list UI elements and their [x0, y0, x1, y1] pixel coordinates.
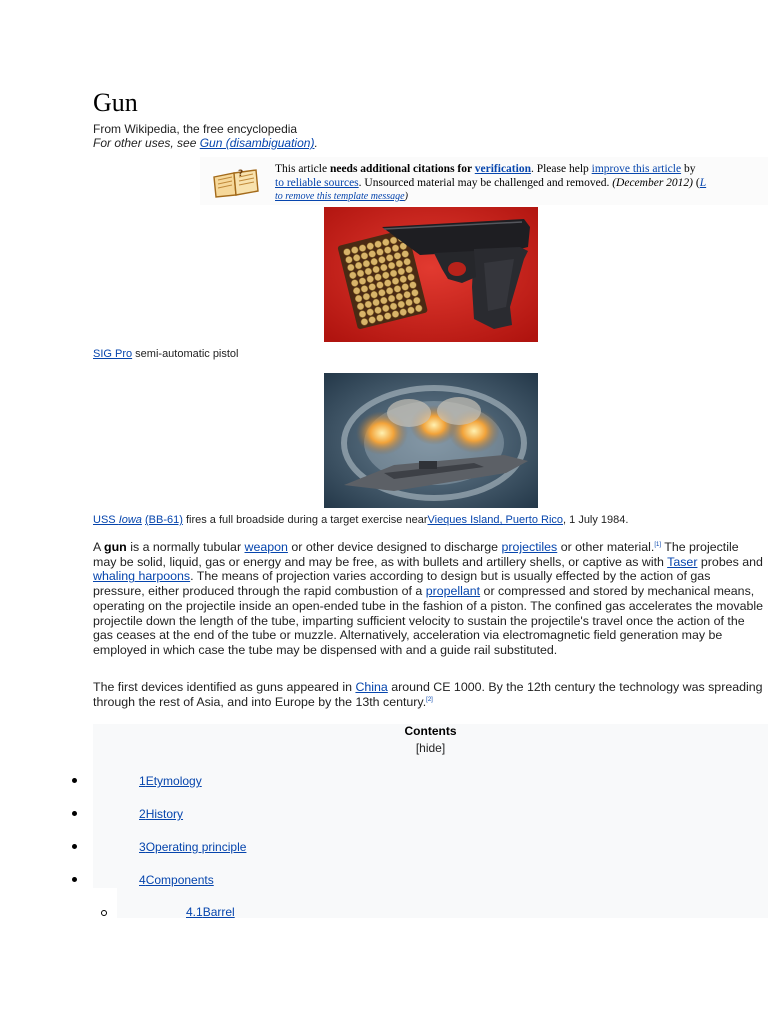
toc-number: 1	[139, 774, 146, 788]
text: A	[93, 540, 105, 554]
uss-iowa-link[interactable]	[93, 514, 142, 526]
page-title: Gun	[93, 88, 138, 117]
notice-text: )	[404, 191, 408, 202]
text: The projectile may be solid, liquid, gas or energy and may be free, as with bullets and artillery shells, or captive as with	[93, 540, 739, 569]
text: is a normally tubular	[126, 540, 245, 554]
pistol-photo-graphic	[324, 207, 538, 342]
learn-link[interactable]: L	[699, 177, 707, 189]
text: or other device designed to discharge	[287, 540, 502, 554]
bold-term: gun	[104, 540, 127, 554]
weapon-link[interactable]: weapon	[244, 540, 288, 554]
bullet-icon	[72, 877, 77, 882]
text: around CE 1000. By the 12th century the technology was spreading through the rest of Asia, and into Europe by the 13th century.	[93, 680, 763, 709]
toc-label: Barrel	[202, 905, 235, 919]
pistol-caption	[93, 348, 239, 360]
hatnote	[93, 136, 318, 150]
reliable-sources-link[interactable]: to reliable sources	[275, 177, 359, 189]
intro-paragraph-2	[93, 680, 765, 709]
china-link[interactable]: China	[355, 680, 388, 694]
notice-line-3	[275, 190, 768, 204]
text: or other material.	[557, 540, 655, 554]
bullet-icon	[72, 844, 77, 849]
notice-text: . Please help	[530, 163, 592, 175]
toc-item-components[interactable]	[139, 873, 214, 887]
book-question-icon	[210, 165, 262, 199]
open-bullet-icon	[101, 910, 107, 916]
citation-notice	[200, 157, 768, 205]
hatnote-suffix: .	[314, 136, 318, 150]
bullet-icon	[72, 811, 77, 816]
notice-text: (	[693, 177, 700, 189]
iowa-text: Iowa	[118, 514, 142, 526]
toc-item-barrel[interactable]	[186, 905, 235, 919]
toc-item-etymology[interactable]	[139, 774, 202, 788]
notice-date: (December 2012)	[612, 177, 694, 189]
toc-number: 4.1	[186, 905, 203, 919]
caption-tail: , 1 July 1984.	[563, 514, 629, 526]
caption-text: semi-automatic pistol	[132, 348, 239, 360]
intro-paragraph-1	[93, 540, 765, 658]
notice-bold: needs additional citations for	[329, 163, 475, 175]
remove-template-link[interactable]: to remove this template message	[275, 191, 405, 202]
battleship-photo-graphic	[324, 373, 538, 508]
text: probes and	[697, 554, 763, 569]
toc-number: 4	[139, 873, 146, 887]
uss-text: USS	[93, 514, 119, 526]
notice-line-2	[275, 176, 768, 190]
improve-article-link[interactable]: improve this article	[591, 163, 682, 175]
sig-pro-link[interactable]: SIG Pro	[93, 348, 133, 360]
toc-label: Components	[145, 873, 214, 887]
tagline: From Wikipedia, the free encyclopedia	[93, 122, 298, 136]
toc-label: History	[145, 807, 184, 821]
toc-number: 2	[139, 807, 146, 821]
reference-1[interactable]: [1]	[654, 541, 662, 548]
toc-label: Etymology	[145, 774, 202, 788]
citation-notice-text	[275, 162, 768, 204]
text: or compressed and stored by mechanical means, operating on the projectile inside an open-ended tube in the fashion of a piston. The confined gas accelerates the movable projectile down the length of the tube, imparting sufficient velocity to sustain the projectile's travel once the action of the gas ceases at the end of the tube or muzzle. Alternatively, acceleration via electromagnetic field generation may be employed in which case the tube may be dispensed with and a guide rail substituted.	[93, 584, 764, 657]
svg-text:?: ?	[238, 169, 244, 179]
text: . The means of projection varies according to design but is usually effected by the action of gas pressure, either produced through the rapid combustion of a	[93, 569, 711, 599]
notice-text: by	[681, 163, 696, 175]
whaling-harpoons-link[interactable]: whaling harpoons	[93, 569, 191, 584]
toc-item-history[interactable]	[139, 807, 183, 821]
battleship-caption	[93, 514, 628, 526]
reference-2[interactable]: [2]	[426, 696, 433, 703]
bullet-icon	[72, 778, 77, 783]
vieques-link[interactable]: Vieques Island, Puerto Rico	[427, 514, 564, 526]
notice-text: . Unsourced material may be challenged and removed.	[358, 177, 613, 189]
disambiguation-link[interactable]: Gun (disambiguation)	[199, 136, 315, 150]
text: The first devices identified as guns appeared in	[93, 680, 356, 694]
toc-item-operating-principle[interactable]	[139, 840, 246, 854]
notice-text: This article	[275, 163, 330, 175]
bb-61-link[interactable]: (BB-61)	[145, 514, 183, 526]
toc-label: Operating principle	[145, 840, 247, 854]
propellant-link[interactable]: propellant	[425, 584, 481, 599]
pistol-with-ammunition-box-image[interactable]	[324, 207, 538, 342]
battleship-broadside-image[interactable]	[324, 373, 538, 508]
taser-link[interactable]: Taser	[667, 554, 698, 569]
toc-title: Contents	[404, 724, 457, 738]
projectiles-link[interactable]: projectiles	[501, 540, 558, 554]
notice-line-1	[275, 162, 768, 176]
hatnote-prefix: For other uses, see	[93, 136, 200, 150]
toc-number: 3	[139, 840, 146, 854]
caption-text: fires a full broadside during a target exercise near	[182, 514, 428, 526]
verification-link[interactable]: verification	[474, 163, 531, 175]
toc-hide-toggle[interactable]: [hide]	[415, 741, 446, 755]
